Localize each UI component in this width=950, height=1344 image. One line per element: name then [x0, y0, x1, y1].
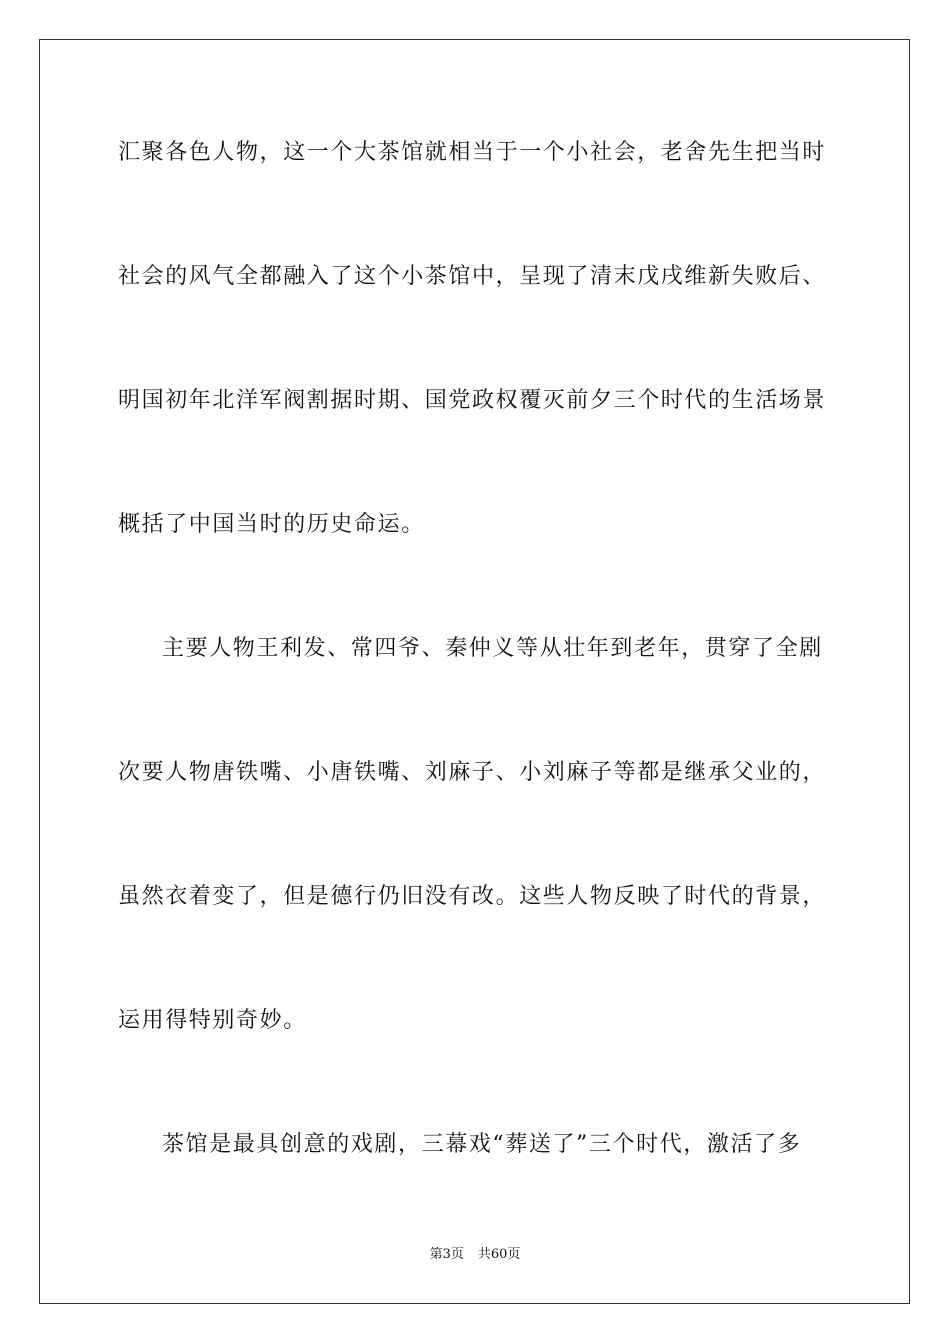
page-footer [0, 1246, 950, 1264]
page-border [39, 39, 910, 1304]
paragraph-line-7: 虽然衣着变了，但是德行仍旧没有改。这些人物反映了时代的背景， [118, 884, 827, 909]
paragraph-line-8: 运用得特别奇妙。 [118, 1008, 307, 1033]
paragraph-line-3: 明国初年北洋军阀割据时期、国党政权覆灭前夕三个时代的生活场景 [118, 388, 827, 413]
paragraph-line-1: 汇聚各色人物，这一个大茶馆就相当于一个小社会，老舍先生把当时 [118, 140, 827, 165]
paragraph-line-5: 主要人物王利发、常四爷、秦仲义等从壮年到老年，贯穿了全剧 [162, 636, 823, 661]
paragraph-line-9: 茶馆是最具创意的戏剧，三幕戏“葬送了”三个时代，激活了多 [162, 1132, 802, 1157]
paragraph-line-2: 社会的风气全都融入了这个小茶馆中，呈现了清末戊戌维新失败后、 [118, 264, 827, 289]
paragraph-line-6: 次要人物唐铁嘴、小唐铁嘴、刘麻子、小刘麻子等都是继承父业的， [118, 760, 827, 785]
paragraph-line-4: 概括了中国当时的历史命运。 [118, 512, 425, 537]
page-total: 共60页 [477, 1247, 521, 1262]
page-number: 第3页 [429, 1247, 464, 1262]
